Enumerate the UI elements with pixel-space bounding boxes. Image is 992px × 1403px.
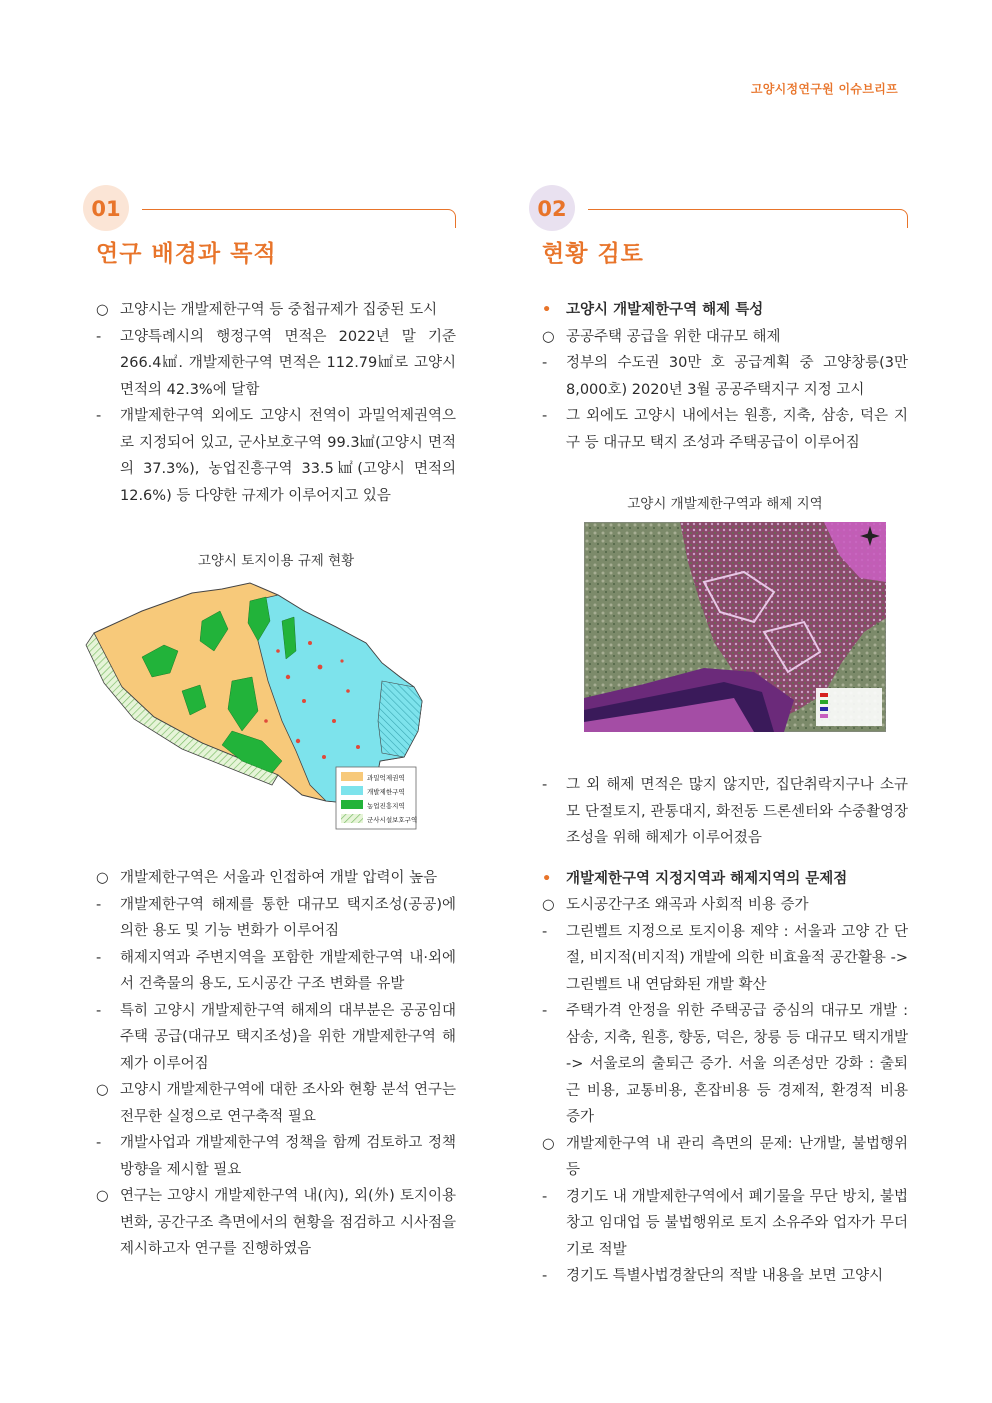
paragraph-list xyxy=(542,297,908,456)
list-item: ○ 개발제한구역 내 관리 측면의 문제: 난개발, 불법행위 등 xyxy=(542,1135,908,1178)
figure-caption: 고양시 토지이용 규제 현황 xyxy=(197,553,355,569)
legend-label-military: 군사시설보호구역 xyxy=(367,816,418,824)
list-item: - 정부의 수도권 30만 호 공급계획 중 고양창릉(3만 8,000호) 2020년 3월 공공주택지구 지정 고시 xyxy=(542,355,908,398)
section-divider xyxy=(588,209,908,228)
paragraph-list xyxy=(542,866,908,1290)
list-item: - 주택가격 안정을 위한 주택공급 중심의 대규모 개발 : 삼송, 지축, 원흥, 향동, 덕은, 창릉 등 대규모 택지개발 -> 서울로의 출퇴근 증가. 서울 의존성만 강화 : 출퇴근 비용, 교통비용, 혼잡비용 등 경제적, 환경적 비용 증가 xyxy=(542,1003,908,1125)
list-item: ○ 고양시 개발제한구역에 대한 조사와 현황 분석 연구는 전무한 실정으로 연구축적 필요 xyxy=(96,1082,456,1125)
list-item: - 경기도 특별사법경찰단의 적발 내용을 보면 고양시 xyxy=(542,1268,884,1284)
list-item: - 개발제한구역 외에도 고양시 전역이 과밀억제권역으로 지정되어 있고, 군사보호구역 99.3㎢(고양시 면적의 37.3%), 농업진흥구역 33.5㎢(고양시 면적의 12.6%) 등 다양한 규제가 이루어지고 있음 xyxy=(96,408,456,504)
paragraph-list xyxy=(96,297,456,509)
list-item: - 경기도 내 개발제한구역에서 폐기물을 무단 방치, 불법 창고 임대업 등 불법행위로 토지 소유주와 업자가 무더기로 적발 xyxy=(542,1188,908,1258)
subsection-title: • 고양시 개발제한구역 해제 특성 xyxy=(542,302,764,318)
subsection-title: • 개발제한구역 지정지역과 해제지역의 문제점 xyxy=(542,870,848,887)
list-item: ○ 도시공간구조 왜곡과 사회적 비용 증가 xyxy=(542,897,809,913)
paragraph-list xyxy=(542,772,908,852)
section-title: 연구 배경과 목적 xyxy=(96,241,277,267)
section-number: 02 xyxy=(529,185,575,231)
land-use-regulation-map xyxy=(82,581,442,841)
header-brand: 고양시정연구원 이슈브리프 xyxy=(750,82,898,96)
paragraph-list xyxy=(96,865,456,1263)
section-divider xyxy=(142,209,456,228)
section-01 xyxy=(91,185,456,1263)
section-number: 01 xyxy=(83,185,129,231)
list-item: ○ 공공주택 공급을 위한 대규모 해제 xyxy=(542,328,781,345)
list-item: ○ 연구는 고양시 개발제한구역 내(內), 외(外) 토지이용 변화, 공간구조 측면에서의 현황을 점검하고 시사점을 제시하고자 연구를 진행하였음 xyxy=(96,1188,456,1257)
list-item: ○ 고양시는 개발제한구역 등 중첩규제가 집중된 도시 xyxy=(96,302,438,318)
list-item: - 그린벨트 지정으로 토지이용 제약 : 서울과 고양 간 단절, 비지적(비지적) 개발에 의한 비효율적 공간활용 -> 그린벨트 내 연담화된 개발 확산 xyxy=(542,923,908,993)
list-item: - 그 외 해제 면적은 많지 않지만, 집단취락지구나 소규모 단절토지, 관통대지, 화전동 드론센터와 수중촬영장 조성을 위해 해제가 이루어졌음 xyxy=(542,777,908,846)
legend-label-overcrowded: 과밀억제권역 xyxy=(367,774,405,782)
section-header xyxy=(537,185,908,269)
legend-label-agricultural: 농업진흥지역 xyxy=(367,802,405,810)
list-item: - 개발제한구역 해제를 통한 대규모 택지조성(공공)에 의한 용도 및 기능 변화가 이루어짐 xyxy=(96,896,456,939)
legend-label-greenbelt: 개발제한구역 xyxy=(367,788,405,796)
list-item: - 그 외에도 고양시 내에서는 원흥, 지축, 삼송, 덕은 지구 등 대규모 택지 조성과 주택공급이 이루어짐 xyxy=(542,408,908,451)
section-02 xyxy=(537,185,908,1290)
list-item: - 개발사업과 개발제한구역 정책을 함께 검토하고 정책 방향을 제시할 필요 xyxy=(96,1135,456,1178)
figure-caption: 고양시 개발제한구역과 해제 지역 xyxy=(627,496,823,512)
list-item: ○ 개발제한구역은 서울과 인접하여 개발 압력이 높음 xyxy=(96,870,438,886)
section-title: 현황 검토 xyxy=(542,241,644,267)
list-item: - 해제지역과 주변지역을 포함한 개발제한구역 내·외에서 건축물의 용도, 도시공간 구조 변화를 유발 xyxy=(96,949,456,992)
section-header xyxy=(91,185,456,269)
list-item: - 특히 고양시 개발제한구역 해제의 대부분은 공공임대주택 공급(대규모 택지조성)을 위한 개발제한구역 해제가 이루어짐 xyxy=(96,1002,456,1072)
greenbelt-release-map xyxy=(584,522,886,732)
map-legend xyxy=(336,767,417,829)
list-item: - 고양특례시의 행정구역 면적은 2022년 말 기준 266.4㎢. 개발제한구역 면적은 112.79㎢로 고양시 면적의 42.3%에 달함 xyxy=(96,328,456,398)
